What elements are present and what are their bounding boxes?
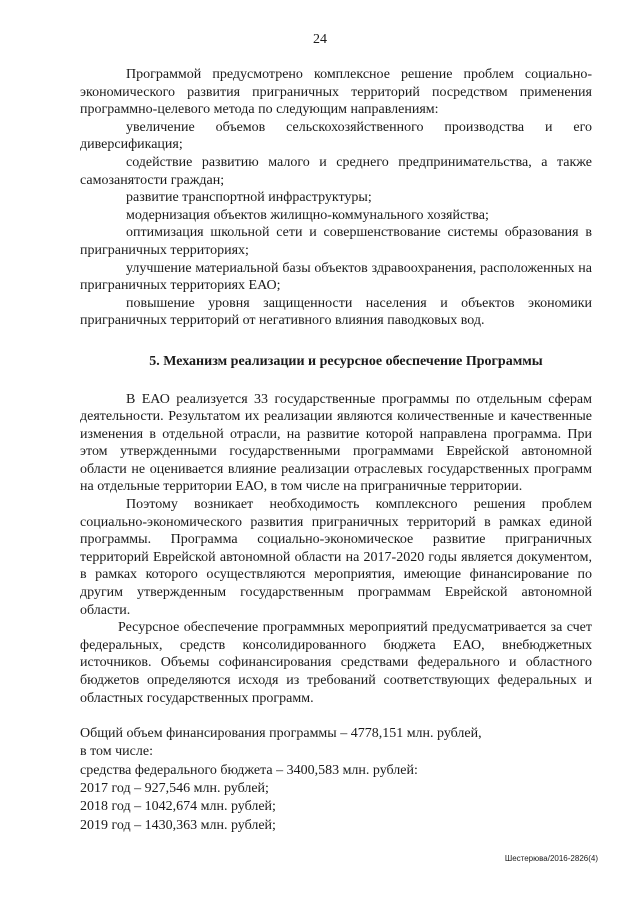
- intro-paragraph: Программой предусмотрено комплексное решение проблем социально-экономического развития приграничных территорий посредством применения программно-целевого метода по следующим направлениям:: [80, 67, 592, 118]
- financing-line: Общий объем финансирования программы – 4778,151 млн. рублей,: [80, 726, 482, 742]
- section-heading: 5. Механизм реализации и ресурсное обеспечение Программы: [149, 353, 543, 369]
- financing-line: 2018 год – 1042,674 млн. рублей;: [80, 799, 276, 815]
- direction-item: модернизация объектов жилищно-коммунального хозяйства;: [126, 207, 489, 223]
- financing-line: в том числе:: [80, 744, 153, 760]
- direction-item: улучшение материальной базы объектов здравоохранения, расположенных на приграничных территориях ЕАО;: [80, 260, 592, 294]
- direction-item: развитие транспортной инфраструктуры;: [126, 190, 372, 206]
- body-paragraph: В ЕАО реализуется 33 государственные программы по отдельным сферам деятельности. Результатом их реализации являются количественные и качественные изменения в отдельной отрасли, на развитие которой направлена программа. При этом утвержденными государственными программами Еврейской автономной области не оценивается влияние реализации отраслевых государственных программ на отдельные территории ЕАО, в том числе на приграничные территории.: [80, 391, 592, 495]
- page-number: 24: [313, 32, 327, 47]
- direction-item: увеличение объемов сельскохозяйственного производства и его диверсификация;: [80, 119, 592, 153]
- document-body: [80, 66, 592, 835]
- direction-item: оптимизация школьной сети и совершенствование системы образования в приграничных территориях;: [80, 225, 592, 258]
- direction-item: содействие развитию малого и среднего предпринимательства, а также самозанятости граждан;: [80, 154, 592, 188]
- body-paragraph: Поэтому возникает необходимость комплексного решения проблем социально-экономического развития приграничных территорий в рамках единой программы. Программа социально-экономическое развитие приграничных территорий Еврейской автономной области на 2017-2020 годы является документом, в рамках которого осуществляются мероприятия, имеющие финансирование по другим утвержденным государственным программам Еврейской автономной области.: [80, 497, 592, 618]
- body-paragraph: Ресурсное обеспечение программных мероприятий предусматривается за счет федеральных, средств консолидированного бюджета ЕАО, внебюджетных источников. Объемы софинансирования средствами федерального и областного бюджетов определяются исходя из требований соответствующих федеральных и областных государственных программ.: [80, 620, 592, 706]
- spacer: [80, 707, 592, 725]
- financing-line: средства федерального бюджета – 3400,583 млн. рублей:: [80, 762, 418, 778]
- financing-line: 2017 год – 927,546 млн. рублей;: [80, 781, 269, 797]
- financing-line: 2019 год – 1430,363 млн. рублей;: [80, 817, 276, 833]
- direction-item: повышение уровня защищенности населения и объектов экономики приграничных территорий от негативного влияния паводковых вод.: [80, 295, 592, 329]
- document-footer-code: Шестерюва/2016-2826(4): [504, 854, 598, 863]
